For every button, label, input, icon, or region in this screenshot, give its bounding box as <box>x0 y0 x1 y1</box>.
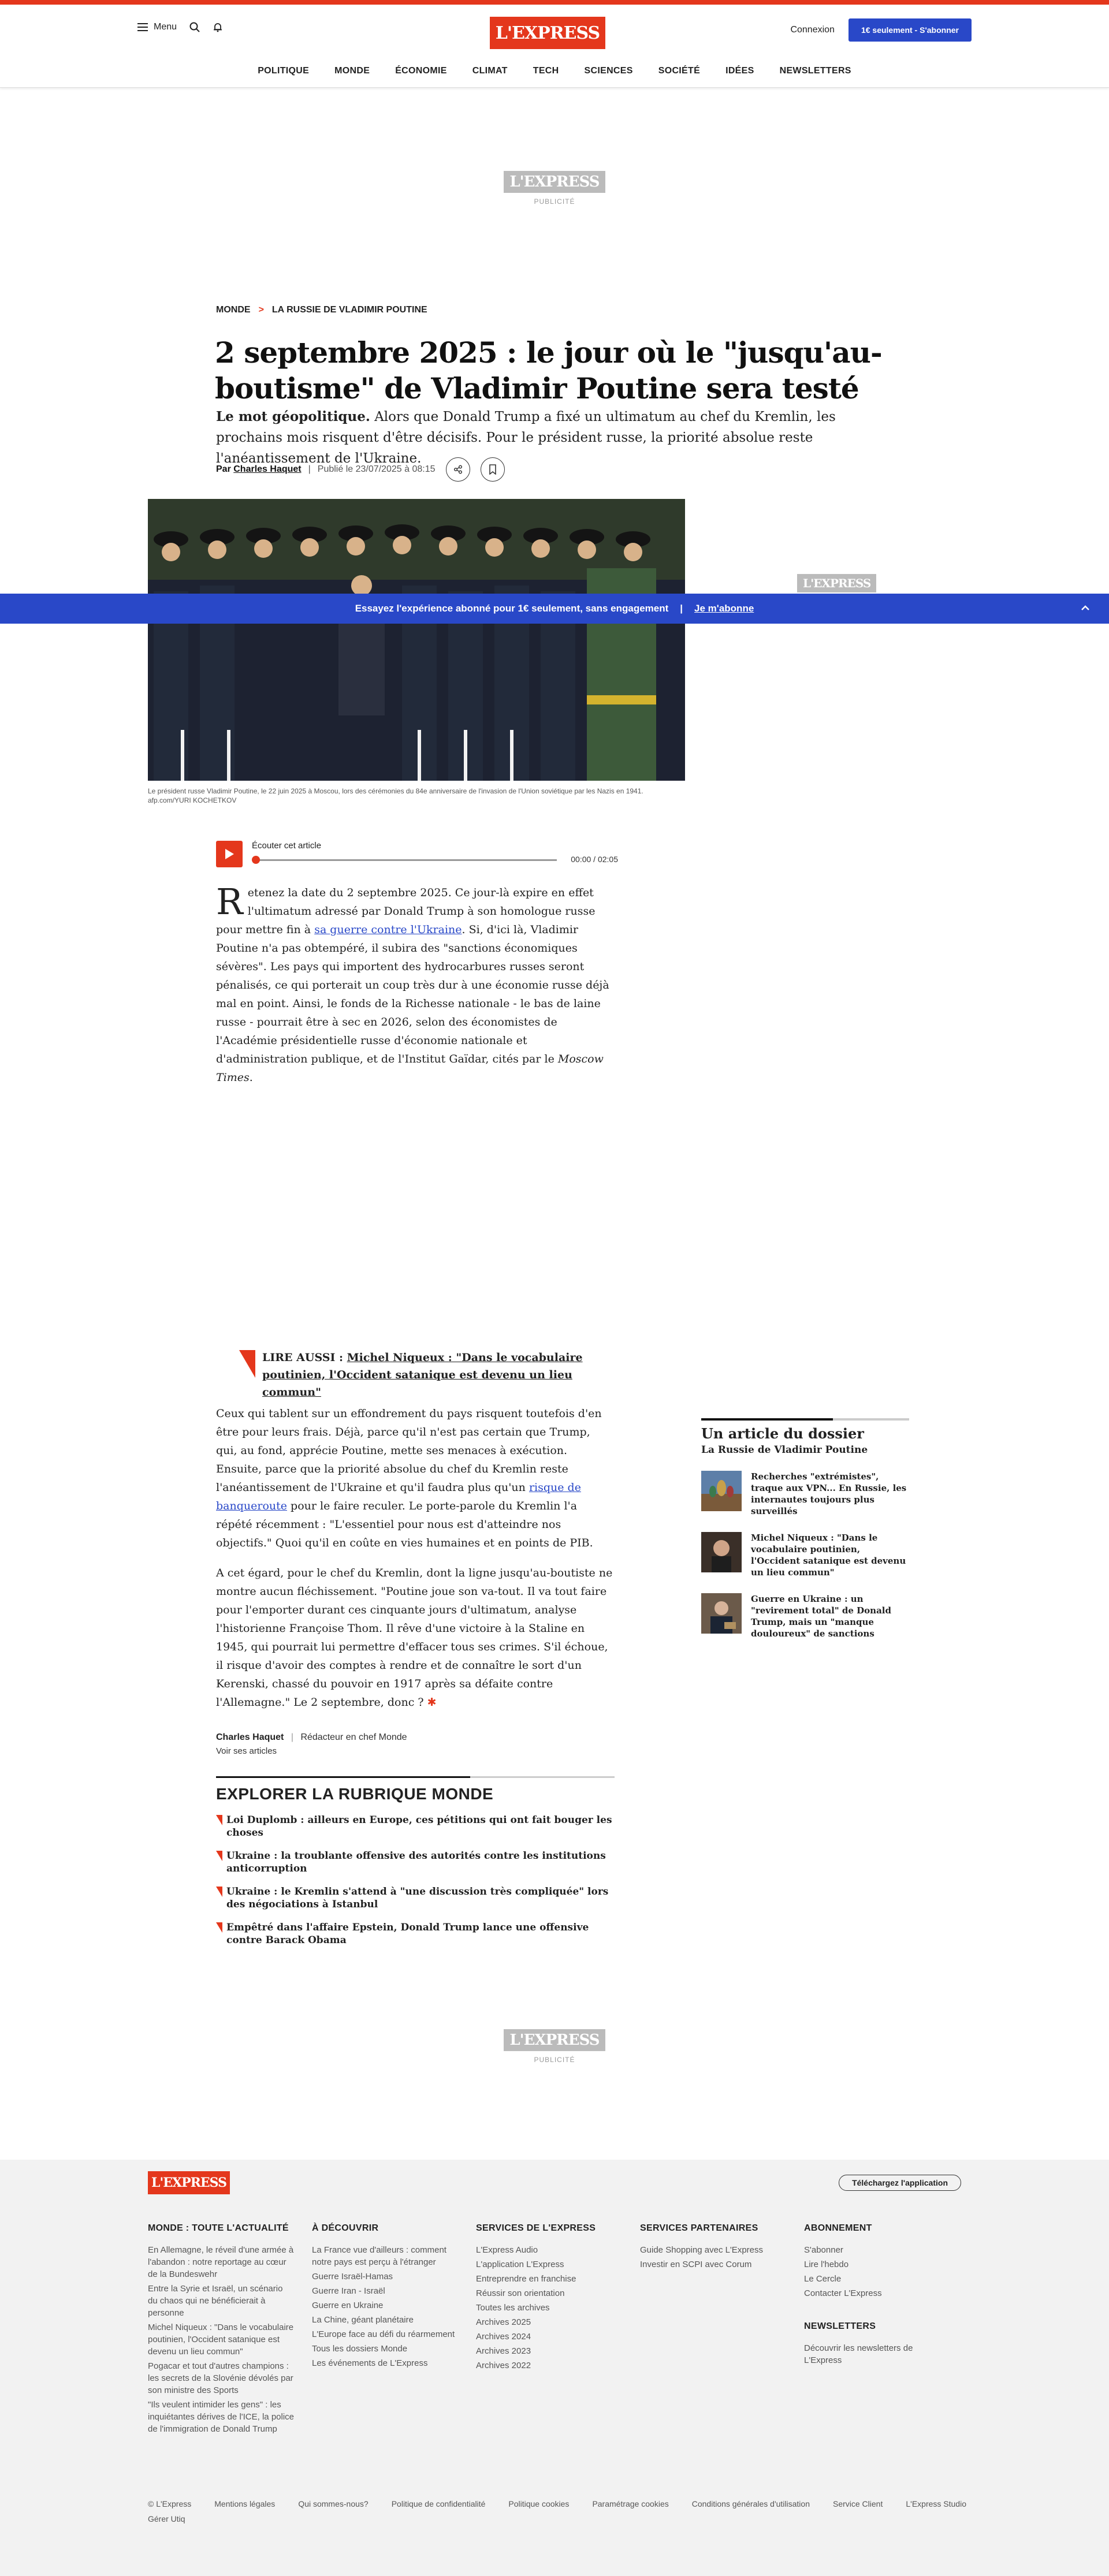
byline-divider: | <box>308 464 311 474</box>
sig-role: Rédacteur en chef Monde <box>300 1732 407 1742</box>
footer-link[interactable]: Pogacar et tout d'autres champions : les secrets de la Slovénie dévolés par son ministre des Sports <box>148 2361 293 2395</box>
byline-by: Par <box>216 464 231 474</box>
footer-link[interactable]: La Chine, géant planétaire <box>312 2315 414 2325</box>
footer-link[interactable]: Découvrir les newsletters de L'Express <box>804 2343 913 2365</box>
read-also-flag-icon <box>239 1350 255 1378</box>
publish-date: Publié le 23/07/2025 à 08:15 <box>317 464 436 474</box>
lead-kicker: Le mot géopolitique. <box>216 409 370 424</box>
footer-link[interactable]: S'abonner <box>804 2245 843 2255</box>
footer-col-services <box>476 2223 640 2437</box>
footer-col-title: ABONNEMENT <box>804 2223 872 2233</box>
dossier-thumb <box>701 1593 742 1634</box>
caption-text: Le président russe Vladimir Poutine, le 22 juin 2025 à Moscou, lors des cérémonies du 84e anniversaire de l'invasion de l'Union soviétique par les Nazis en 1941. <box>148 787 643 795</box>
ad-slot-top <box>0 171 1109 206</box>
nav-item-monde[interactable]: MONDE <box>334 66 370 76</box>
author-signature <box>216 1732 407 1756</box>
sig-divider: | <box>291 1732 293 1742</box>
footer-legal-link[interactable]: Conditions générales d'utilisation <box>691 2499 810 2508</box>
subscription-banner <box>0 594 1109 624</box>
p3-text: A cet égard, pour le chef du Kremlin, dont la ligne jusqu'au-boutiste ne montre aucun fléchissement. "Poutine joue son va-tout. Il va tout faire pour l'emporter durant ces cinquante jours d'ultimatum, analyse l'historienne Françoise Thom. Il rêve d'une victoire à la Staline en 1945, qui pourrait lui permettre d'effacer tous ses crimes. S'il échoue, il risque d'avoir des comptes à rendre et de connaître le sort d'un Kerenski, chassé du pouvoir en 1917 après sa défaite contre l'Allemagne." Le 2 septembre, donc ? <box>216 1567 613 1709</box>
sig-name[interactable]: Charles Haquet <box>216 1732 284 1742</box>
footer-link[interactable]: Guerre en Ukraine <box>312 2301 384 2310</box>
ad-logo: L'EXPRESS <box>504 171 605 193</box>
chevron-right-icon: > <box>258 305 264 315</box>
main-nav <box>0 66 1109 76</box>
footer-link[interactable]: Guerre Israël-Hamas <box>312 2272 393 2282</box>
footer-link[interactable]: Archives 2025 <box>476 2317 531 2327</box>
dossier-rule <box>701 1418 909 1421</box>
nav-item-newsletters[interactable]: NEWSLETTERS <box>779 66 851 76</box>
photo-credit: afp.com/YURI KOCHETKOV <box>148 796 237 804</box>
breadcrumb-monde[interactable]: MONDE <box>216 305 251 315</box>
footer-legal-link[interactable]: Qui sommes-nous? <box>298 2499 369 2508</box>
ad-label: PUBLICITÉ <box>534 2056 575 2064</box>
footer-col-decouvrir <box>312 2223 476 2437</box>
nav-item-sciences[interactable]: SCIENCES <box>584 66 633 76</box>
footer-link[interactable]: L'Express Audio <box>476 2245 538 2255</box>
article-title: 2 septembre 2025 : le jour où le "jusqu'au-boutisme" de Vladimir Poutine sera testé <box>215 335 882 405</box>
footer-col-title: MONDE : TOUTE L'ACTUALITÉ <box>148 2223 289 2233</box>
footer-link[interactable]: Entre la Syrie et Israël, un scénario du chaos qui ne bénéficierait à personne <box>148 2284 283 2318</box>
breadcrumb <box>216 305 427 315</box>
header-right <box>790 18 972 42</box>
dossier-item[interactable] <box>701 1532 909 1578</box>
audio-time: 00:00 / 02:05 <box>571 855 618 864</box>
explore-link[interactable]: Empêtré dans l'affaire Epstein, Donald Trump lance une offensive contre Barack Obama <box>216 1921 615 1947</box>
footer-legal-links <box>148 2499 968 2523</box>
dossier-item[interactable] <box>701 1593 909 1639</box>
footer-link[interactable]: Michel Niqueux : "Dans le vocabulaire poutinien, l'Occident satanique est devenu un lieu commun" <box>148 2322 294 2357</box>
image-caption <box>148 786 645 805</box>
subscribe-button[interactable]: 1€ seulement - S'abonner <box>849 18 972 42</box>
hamburger-icon <box>137 23 148 31</box>
author-link[interactable]: Charles Haquet <box>233 464 302 474</box>
footer-link[interactable]: L'application L'Express <box>476 2260 564 2269</box>
ad-label: PUBLICITÉ <box>534 197 575 206</box>
footer-legal-link[interactable]: Mentions légales <box>214 2499 276 2508</box>
chevron-up-icon[interactable] <box>1079 602 1092 614</box>
menu-label: Menu <box>154 22 177 32</box>
footer-legal-link[interactable]: Politique de confidentialité <box>391 2499 486 2508</box>
footer-legal-link[interactable]: Politique cookies <box>508 2499 570 2508</box>
footer-link[interactable]: L'Europe face au défi du réarmement <box>312 2329 455 2339</box>
top-accent-bar <box>0 0 1109 5</box>
ad-slot-side <box>797 574 876 592</box>
footer-columns <box>148 2223 968 2437</box>
footer-link[interactable]: Guerre Iran - Israël <box>312 2286 385 2296</box>
footer-col-title: SERVICES PARTENAIRES <box>640 2223 758 2233</box>
dossier-subtitle: La Russie de Vladimir Poutine <box>701 1444 868 1456</box>
footer-legal-link[interactable]: Gérer Utiq <box>148 2514 185 2523</box>
footer-link[interactable]: Le Cercle <box>804 2274 842 2284</box>
explore-link[interactable]: Ukraine : la troublante offensive des autorités contre les institutions anticorruption <box>216 1850 615 1875</box>
bookmark-button[interactable] <box>481 457 505 482</box>
read-also-link[interactable]: Michel Niqueux : "Dans le vocabulaire poutinien, l'Occident satanique est devenu un lieu commun" <box>262 1351 583 1399</box>
footer-copyright: © L'Express <box>148 2499 192 2508</box>
audio-player <box>216 841 618 871</box>
nav-item-societe[interactable]: SOCIÉTÉ <box>658 66 701 76</box>
footer-link[interactable]: Archives 2024 <box>476 2332 531 2342</box>
site-footer <box>0 2160 1109 2576</box>
footer-col-title: SERVICES DE L'EXPRESS <box>476 2223 596 2233</box>
p1-text-a: etenez la date du 2 septembre 2025. Ce jour-là expire en effet l'ultimatum adressé par Donald Trump à son homologue russe pour mettre fin à <box>216 886 596 936</box>
footer-logo[interactable]: L'EXPRESS <box>148 2171 230 2194</box>
footer-link[interactable]: Contacter L'Express <box>804 2288 882 2298</box>
footer-legal-link[interactable]: Service Client <box>832 2499 883 2508</box>
explore-link[interactable]: Ukraine : le Kremlin s'attend à "une discussion très compliquée" lors des négociations à Istanbul <box>216 1885 615 1911</box>
audio-progress[interactable] <box>256 859 557 861</box>
paragraph-1 <box>216 883 615 1087</box>
nav-item-politique[interactable]: POLITIQUE <box>258 66 310 76</box>
dossier-item-title: Michel Niqueux : "Dans le vocabulaire poutinien, l'Occident satanique est devenu un lieu commun" <box>751 1533 906 1578</box>
footer-col-monde <box>148 2223 312 2437</box>
login-link[interactable]: Connexion <box>790 25 835 35</box>
nav-item-idees[interactable]: IDÉES <box>725 66 754 76</box>
footer-link[interactable]: Les événements de L'Express <box>312 2358 428 2368</box>
share-button[interactable] <box>446 457 470 482</box>
byline <box>216 457 505 482</box>
p1-italic: Moscow Times <box>216 1053 604 1084</box>
footer-link[interactable]: "Ils veulent intimider les gens" : les inquiétantes dérives de l'ICE, la police de l'immigration de Donald Trump <box>148 2400 295 2434</box>
side-ad-logo: L'EXPRESS <box>797 574 876 592</box>
explore-rule <box>216 1776 615 1778</box>
explore-link[interactable]: Loi Duplomb : ailleurs en Europe, ces pétitions qui ont fait bouger les choses <box>216 1814 615 1839</box>
footer-legal-link[interactable]: Paramétrage cookies <box>592 2499 669 2508</box>
download-app-button[interactable]: Téléchargez l'application <box>839 2175 961 2191</box>
audio-progress-handle[interactable] <box>252 856 260 864</box>
end-mark-icon: ✱ <box>427 1696 437 1709</box>
footer-col-title: NEWSLETTERS <box>804 2321 876 2331</box>
nav-item-tech[interactable]: TECH <box>533 66 559 76</box>
p1-end: . <box>249 1071 253 1084</box>
explore-title: EXPLORER LA RUBRIQUE MONDE <box>216 1785 494 1803</box>
dossier-thumb <box>701 1532 742 1572</box>
dossier-item[interactable] <box>701 1471 909 1517</box>
hero-image <box>148 499 685 781</box>
explore-section <box>216 1776 615 1947</box>
banner-sep: | <box>680 603 683 614</box>
banner-text: Essayez l'expérience abonné pour 1€ seulement, sans engagement <box>355 603 669 614</box>
site-logo[interactable]: L'EXPRESS <box>490 17 605 49</box>
footer-col-partenaires <box>640 2223 804 2437</box>
dossier-item-title: Recherches "extrémistes", traque aux VPN... En Russie, les internautes toujours plus surveillés <box>751 1471 907 1516</box>
bell-icon[interactable] <box>213 22 223 32</box>
sig-more-link[interactable]: Voir ses articles <box>216 1746 277 1756</box>
p2-text-a: Ceux qui tablent sur un effondrement du pays risquent toutefois d'en être pour leurs frais. Déjà, parce qu'il n'est pas certain que Trump, qui, au fond, apprécie Poutine, mette ses menaces à exécution. Ensuite, parce que la priorité absolue du chef du Kremlin reste l'anéantissement de l'Ukraine et qu'il faudra plus qu'un <box>216 1407 602 1494</box>
footer-link[interactable]: Investir en SCPI avec Corum <box>640 2260 752 2269</box>
dossier-item-title: Guerre en Ukraine : un "revirement total" de Donald Trump, mais un "manque douloureux" de sanctions <box>751 1594 891 1639</box>
banner-subscribe-link[interactable]: Je m'abonne <box>694 603 754 614</box>
footer-col-abonnement <box>804 2223 968 2437</box>
footer-link[interactable]: La France vue d'ailleurs : comment notre pays est perçu à l'étranger <box>312 2245 446 2267</box>
nav-item-economie[interactable]: ÉCONOMIE <box>395 66 447 76</box>
search-icon[interactable] <box>189 22 200 32</box>
footer-link[interactable]: Lire l'hebdo <box>804 2260 849 2269</box>
p2-text-b: pour le faire reculer. Le porte-parole du Kremlin l'a répété récemment : "L'essentiel pour nous est d'atteindre nos objectifs." Quoi qu'il en coûte en vies humaines et en points de PIB. <box>216 1500 593 1549</box>
dossier-title: Un article du dossier <box>701 1425 864 1442</box>
footer-link[interactable]: Réussir son orientation <box>476 2288 565 2298</box>
footer-link[interactable]: En Allemagne, le réveil d'une armée à l'abandon : notre reportage au cœur de la Bundeswehr <box>148 2245 294 2279</box>
footer-link[interactable]: Entreprendre en franchise <box>476 2274 576 2284</box>
read-also <box>239 1349 597 1401</box>
paragraph-2 <box>216 1404 615 1552</box>
share-icon <box>453 464 463 475</box>
link-banqueroute[interactable]: risque de banqueroute <box>216 1481 581 1512</box>
play-button[interactable] <box>216 841 243 867</box>
footer-link[interactable]: Archives 2023 <box>476 2346 531 2356</box>
p1-text-b: . Si, d'ici là, Vladimir Poutine n'a pas obtempéré, il subira des "sanctions économiques sévères". Les pays qui importent des hydrocarbures russes seront pénalisés, ce qui porterait un coup très dur à une économie russe déjà mal en point. Ainsi, le fonds de la Richesse nationale - le bas de laine russe - pourrait être à sec en 2026, selon des économistes de l'Académie présidentielle russe d'économie nationale et d'administration publique, et de l'Institut Gaïdar, cités par le <box>216 923 609 1065</box>
dropcap: R <box>216 881 243 923</box>
link-guerre-ukraine[interactable]: sa guerre contre l'Ukraine <box>314 923 462 936</box>
bookmark-icon <box>489 464 497 475</box>
dossier-thumb <box>701 1471 742 1511</box>
footer-link[interactable]: Guide Shopping avec L'Express <box>640 2245 763 2255</box>
footer-legal-link[interactable]: L'Express Studio <box>906 2499 966 2508</box>
dossier-box <box>701 1418 909 1639</box>
site-header <box>0 5 1109 88</box>
lead-text: Alors que Donald Trump a fixé un ultimatum au chef du Kremlin, les prochains mois risquent d'être décisifs. Pour le président russe, la priorité absolue reste l'anéantissement de l'Ukraine. <box>216 409 836 466</box>
footer-link[interactable]: Toutes les archives <box>476 2303 550 2313</box>
footer-link[interactable]: Tous les dossiers Monde <box>312 2344 408 2354</box>
menu-button[interactable] <box>137 22 177 32</box>
read-also-label: LIRE AUSSI : <box>262 1351 347 1364</box>
play-icon <box>224 848 235 860</box>
hero-photo-illustration <box>148 499 685 781</box>
footer-col-title: À DÉCOUVRIR <box>312 2223 379 2233</box>
footer-link[interactable]: Archives 2022 <box>476 2361 531 2370</box>
ad-logo: L'EXPRESS <box>504 2029 605 2051</box>
breadcrumb-dossier[interactable]: LA RUSSIE DE VLADIMIR POUTINE <box>271 305 427 315</box>
ad-slot-bottom <box>0 2029 1109 2064</box>
header-left <box>137 22 223 32</box>
audio-label: Écouter cet article <box>252 841 322 851</box>
nav-item-climat[interactable]: CLIMAT <box>472 66 508 76</box>
paragraph-3 <box>216 1564 615 1712</box>
